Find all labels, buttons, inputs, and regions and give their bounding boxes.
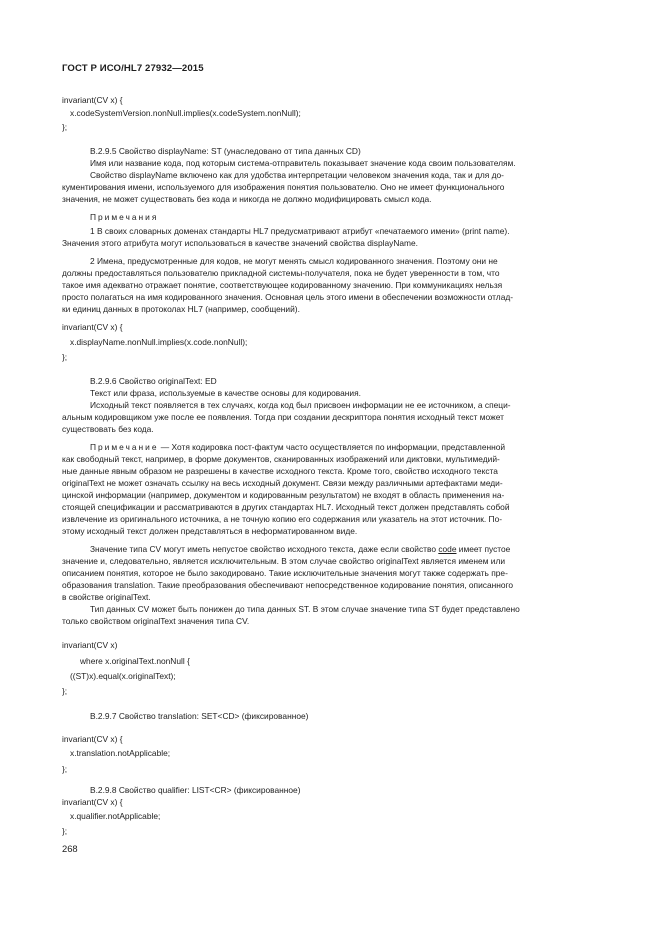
paragraph-line: описанием понятия, которое не было закодировано. Такие исключительные значения могут также содержать пре-: [62, 568, 508, 578]
note-line: извлечение из оригинального источника, а не точную копию его содержания или указатель на этот источник. По-: [62, 514, 503, 524]
paragraph-line: Тип данных CV может быть понижен до типа данных ST. В этом случае значение типа ST будет представлено: [90, 604, 520, 614]
page-number: 268: [62, 843, 78, 854]
code-line: invariant(CV x) {: [62, 322, 123, 332]
note-label: Примечания: [90, 212, 159, 222]
note-line: 1 В своих словарных доменах стандарты HL7 предусматривают атрибут «печатаемого имени» (print name).: [90, 226, 510, 236]
section-heading: B.2.9.7 Свойство translation: SET<CD> (фиксированное): [90, 711, 309, 721]
note-line: должны предоставляться пользователю прикладной системы-получателя, пока не будет уверенности в том, что: [62, 268, 500, 278]
paragraph-line: Исходный текст появляется в тех случаях, когда код был присвоен информации не ее источником, а специ-: [90, 400, 511, 410]
note-line: originalText не может означать ссылку на весь исходный документ. Связи между различными артефактами меди-: [62, 478, 503, 488]
code-line: where x.originalText.nonNull {: [80, 656, 190, 666]
code-line: invariant(CV x) {: [62, 95, 123, 105]
paragraph-line: кументирования имени, используемого для изображения понятия пользователю. Оно не имеет функционального: [62, 182, 505, 192]
paragraph-line: альным кодировщиком уже после ее появления. Тогда при создании дескриптора понятия исходный текст может: [62, 412, 504, 422]
paragraph-line: Свойство displayName включено как для удобства интерпретации человеком значения кода, так и для до-: [90, 170, 504, 180]
paragraph-line: образования translation. Такие преобразования обеспечивают непосредственное кодирование понятия, описанного: [62, 580, 514, 590]
paragraph-line: Значение типа CV могут иметь непустое свойство исходного текста, даже если свойство code имеет пустое: [90, 544, 511, 554]
note-line: просто полагаться на имя кодированного значения. Основная цель этого имени в обеспечении возможности отлад-: [62, 292, 514, 302]
code-link: code: [438, 544, 457, 554]
note-line: такое имя адекватно отражает понятие, соответствующее кодированному значению. При коммуникациях нельзя: [62, 280, 503, 290]
note-line: 2 Имена, предусмотренные для кодов, не могут менять смысл кодированного значения. Поэтому они не: [90, 256, 498, 266]
code-line: x.qualifier.notApplicable;: [70, 811, 161, 821]
note-line: как свободный текст, например, в форме документов, сканированных изображений или диктовки, мультимедий-: [62, 454, 500, 464]
note-line: цинской информации (например, документом и кодированным результатом) не входят в область применения на-: [62, 490, 505, 500]
paragraph-line: Имя или название кода, под которым система-отправитель показывает значение кода своим пользователям.: [90, 158, 516, 168]
section-heading: B.2.9.5 Свойство displayName: ST (унаследовано от типа данных CD): [90, 146, 361, 156]
code-line: };: [62, 826, 68, 836]
code-line: x.displayName.nonNull.implies(x.code.nonNull);: [70, 337, 248, 347]
note-line: ные данные явным образом не разрешены в качестве исходного текста. Кроме того, свойство исходного текста: [62, 466, 498, 476]
code-line: };: [62, 764, 68, 774]
document-header: ГОСТ Р ИСО/HL7 27932—2015: [62, 63, 204, 74]
section-heading: B.2.9.6 Свойство originalText: ED: [90, 376, 217, 386]
paragraph-line: Текст или фраза, используемые в качестве основы для кодирования.: [90, 388, 361, 398]
note-label: Примечание: [90, 442, 159, 452]
paragraph-line: существовать без кода.: [62, 424, 154, 434]
code-line: ((ST)x).equal(x.originalText);: [70, 671, 176, 681]
code-line: };: [62, 122, 68, 132]
note-line: Значения этого атрибута могут использоваться в качестве значений свойства displayName.: [62, 238, 419, 248]
section-heading: B.2.9.8 Свойство qualifier: LIST<CR> (фиксированное): [90, 785, 301, 795]
code-line: x.codeSystemVersion.nonNull.implies(x.codeSystem.nonNull);: [70, 108, 301, 118]
note-line: ки единиц данных в протоколах HL7 (например, сообщений).: [62, 304, 300, 314]
paragraph-line: значение и, следовательно, является исключительным. В этом случае свойство originalText является именем или: [62, 556, 506, 566]
code-line: };: [62, 686, 68, 696]
note-line: стоящей спецификации и рассматриваются в других стандартах HL7. Исходный текст должен представлять собой: [62, 502, 510, 512]
paragraph-line: в свойстве originalText.: [62, 592, 151, 602]
code-line: x.translation.notApplicable;: [70, 748, 171, 758]
code-line: invariant(CV x) {: [62, 734, 123, 744]
note-line: Примечание — Хотя кодировка пост-фактум часто осуществляется по информации, представленной: [90, 442, 506, 452]
note-line: этому исходный текст должен представляться в неформатированном виде.: [62, 526, 358, 536]
code-line: };: [62, 352, 68, 362]
code-line: invariant(CV x): [62, 640, 118, 650]
paragraph-line: значения, не может существовать без кода и никогда не должно модифицировать смысл кода.: [62, 194, 432, 204]
paragraph-line: только свойством originalText значения типа CV.: [62, 616, 250, 626]
code-line: invariant(CV x) {: [62, 797, 123, 807]
